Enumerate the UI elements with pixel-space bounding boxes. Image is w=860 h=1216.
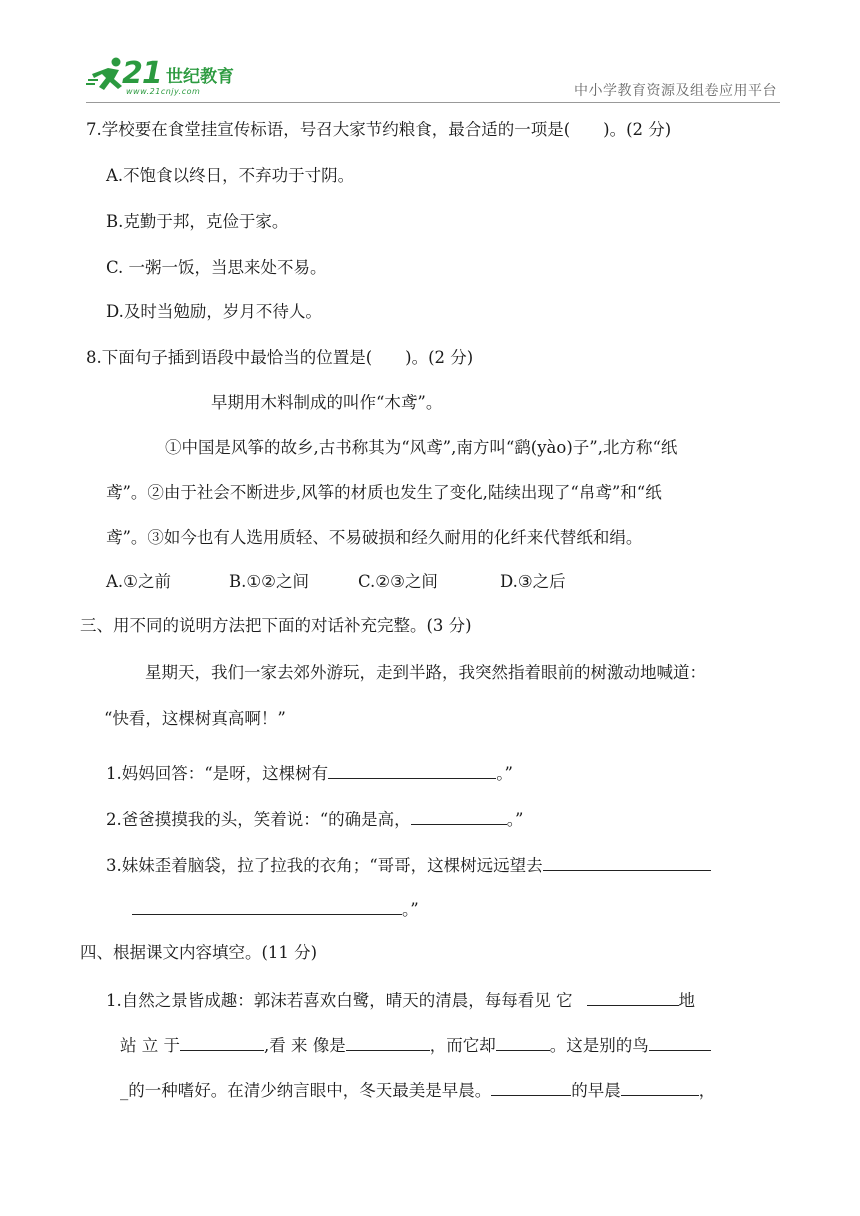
item2-text: 2.爸爸摸摸我的头，笑着说：“的确是高， <box>106 810 411 829</box>
logo-number: 21 <box>122 56 162 91</box>
s4-blank-1[interactable] <box>587 987 679 1006</box>
q8-passage-line1: ①中国是风筝的故乡,古书称其为“风鸢”,南方叫“鹞(yào)子”,北方称“纸 <box>165 438 678 457</box>
s4-l2-a: 站 立 于 <box>120 1036 180 1055</box>
s4-l3-b: 的早晨 <box>571 1081 621 1100</box>
section4-title: 四、根据课文内容填空。(11 分) <box>80 943 318 962</box>
s4-l2-b: ,看 来 像是 <box>264 1036 346 1055</box>
section3-title: 三、用不同的说明方法把下面的对话补充完整。(3 分) <box>80 616 472 635</box>
section3-item3-cont <box>132 896 419 922</box>
section3-item2 <box>106 806 523 832</box>
s4-l3-a: _的一种嗜好。在清少纳言眼中，冬天最美是早晨。 <box>120 1081 492 1100</box>
item3-text: 3.妹妹歪着脑袋，拉了拉我的衣角；“哥哥，这棵树远远望去 <box>106 856 543 875</box>
logo-name: 世纪教育 <box>166 67 234 87</box>
header-divider <box>86 102 780 103</box>
s4-blank-5[interactable] <box>649 1032 711 1051</box>
q8-option-c: C.②③之间 <box>358 572 438 591</box>
q8-option-b: B.①②之间 <box>229 572 309 591</box>
q8-sentence: 早期用木料制成的叫作“木鸢”。 <box>211 393 443 412</box>
logo-url: www.21cnjy.com <box>126 87 201 96</box>
item1-end: 。” <box>496 764 513 783</box>
q7-option-a: A.不饱食以终日，不弃功于寸阴。 <box>106 166 355 185</box>
q8-stem: 8.下面句子插到语段中最恰当的位置是( )。(2 分) <box>86 348 474 367</box>
platform-name: 中小学教育资源及组卷应用平台 <box>574 83 777 99</box>
q7-option-d: D.及时当勉励，岁月不待人。 <box>106 302 322 321</box>
section3-intro-line1: 星期天，我们一家去郊外游玩，走到半路，我突然指着眼前的树激动地喊道： <box>145 663 706 682</box>
s4-blank-4[interactable] <box>496 1032 550 1051</box>
item3-blank-b[interactable] <box>132 896 402 915</box>
section3-intro-line2: “快看，这棵树真高啊！” <box>104 709 286 728</box>
section4-line3 <box>120 1077 715 1103</box>
section4-line1 <box>106 987 695 1013</box>
s4-blank-7[interactable] <box>621 1077 699 1096</box>
q8-option-d: D.③之后 <box>500 572 566 591</box>
s4-l2-c: ，而它却 <box>429 1036 496 1055</box>
item1-text: 1.妈妈回答：“是呀，这棵树有 <box>106 764 329 783</box>
item3-blank-a[interactable] <box>543 852 711 871</box>
q8-passage-line2: 鸢”。②由于社会不断进步,风筝的材质也发生了变化,陆续出现了“帛鸢”和“纸 <box>106 483 662 502</box>
s4-l1-text: 1.自然之景皆成趣：郭沫若喜欢白鹭，晴天的清晨，每每看见 它 <box>106 991 573 1010</box>
s4-blank-3[interactable] <box>346 1032 430 1051</box>
section3-item3 <box>106 852 711 878</box>
s4-l3-c: ， <box>698 1081 716 1100</box>
item2-blank[interactable] <box>411 806 507 825</box>
q7-option-b: B.克勤于邦，克俭于家。 <box>106 212 289 231</box>
item2-end: 。” <box>506 810 524 829</box>
s4-l2-d: 。这是别的鸟 <box>549 1036 649 1055</box>
item3-end: 。” <box>402 900 419 919</box>
section4-line2 <box>120 1032 711 1058</box>
s4-blank-2[interactable] <box>180 1032 264 1051</box>
logo <box>86 54 276 102</box>
q7-stem: 7.学校要在食堂挂宣传标语，号召大家节约粮食，最合适的一项是( )。(2 分) <box>86 120 672 139</box>
s4-blank-6[interactable] <box>491 1077 571 1096</box>
q7-option-c: C. 一粥一饭，当思来处不易。 <box>106 258 327 277</box>
item1-blank[interactable] <box>328 760 496 779</box>
section3-item1 <box>106 760 513 786</box>
q8-option-a: A.①之前 <box>106 572 171 591</box>
page-header <box>0 0 860 104</box>
s4-l1-end: 地 <box>678 991 695 1010</box>
q8-passage-line3: 鸢”。③如今也有人选用质轻、不易破损和经久耐用的化纤来代替纸和绢。 <box>106 528 643 547</box>
